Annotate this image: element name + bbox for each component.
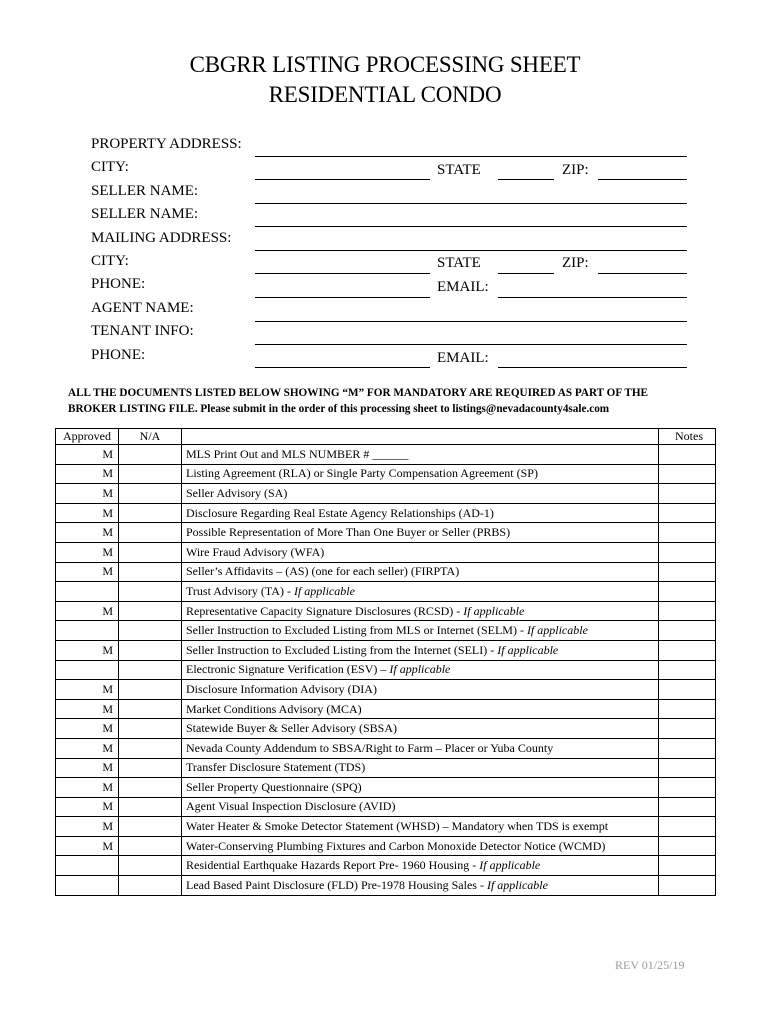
notes-cell[interactable] [659, 582, 716, 602]
table-row [56, 503, 716, 523]
approved-cell[interactable]: M [56, 503, 119, 523]
approved-cell[interactable]: M [56, 699, 119, 719]
notes-cell[interactable] [659, 817, 716, 837]
notes-cell[interactable] [659, 836, 716, 856]
zip-label: ZIP: [562, 162, 589, 178]
table-row [56, 778, 716, 798]
na-cell[interactable] [119, 680, 182, 700]
document-cell [182, 640, 659, 660]
table-row [56, 876, 716, 896]
email-2-line[interactable] [498, 367, 687, 368]
approved-cell[interactable]: M [56, 445, 119, 465]
na-cell[interactable] [119, 797, 182, 817]
notes-cell[interactable] [659, 699, 716, 719]
city-label: CITY: [91, 159, 129, 175]
document-name: Seller’s Affidavits – (AS) (one for each seller) (FIRPTA) [186, 564, 460, 579]
email-line[interactable] [498, 297, 687, 298]
notes-cell[interactable] [659, 640, 716, 660]
city-2-line[interactable] [255, 273, 430, 274]
document-cell [182, 856, 659, 876]
na-cell[interactable] [119, 523, 182, 543]
zip-2-line[interactable] [598, 273, 687, 274]
approved-cell[interactable] [56, 582, 119, 602]
table-row [56, 758, 716, 778]
notes-cell[interactable] [659, 660, 716, 680]
state-line[interactable] [498, 179, 554, 180]
document-name: Disclosure Information Advisory (DIA) [186, 681, 377, 696]
na-cell[interactable] [119, 503, 182, 523]
table-row [56, 601, 716, 621]
na-cell[interactable] [119, 738, 182, 758]
na-cell[interactable] [119, 464, 182, 484]
approved-cell[interactable] [56, 621, 119, 641]
notes-cell[interactable] [659, 621, 716, 641]
table-row [56, 582, 716, 602]
table-row [56, 719, 716, 739]
na-cell[interactable] [119, 699, 182, 719]
approved-cell[interactable] [56, 660, 119, 680]
seller-name-1-line[interactable] [255, 203, 687, 204]
applicability-note: If applicable [463, 603, 525, 618]
na-cell[interactable] [119, 876, 182, 896]
document-name: Trust Advisory (TA) - [186, 583, 294, 598]
na-cell[interactable] [119, 562, 182, 582]
approved-cell[interactable]: M [56, 778, 119, 798]
document-cell [182, 542, 659, 562]
phone-line[interactable] [255, 297, 430, 298]
na-cell[interactable] [119, 758, 182, 778]
na-cell[interactable] [119, 719, 182, 739]
notes-cell[interactable] [659, 464, 716, 484]
document-name: Lead Based Paint Disclosure (FLD) Pre-1978 Housing Sales - [186, 877, 487, 892]
document-cell [182, 817, 659, 837]
phone-2-line[interactable] [255, 367, 430, 368]
approved-cell[interactable]: M [56, 719, 119, 739]
document-cell [182, 484, 659, 504]
notes-cell[interactable] [659, 856, 716, 876]
table-row [56, 817, 716, 837]
approved-cell[interactable]: M [56, 758, 119, 778]
mailing-address-label: MAILING ADDRESS: [91, 230, 232, 246]
table-row [56, 797, 716, 817]
notes-cell[interactable] [659, 876, 716, 896]
document-name: Market Conditions Advisory (MCA) [186, 701, 362, 716]
notes-cell[interactable] [659, 445, 716, 465]
document-name: Possible Representation of More Than One Buyer or Seller (PRBS) [186, 525, 511, 540]
document-cell [182, 523, 659, 543]
notes-cell[interactable] [659, 680, 716, 700]
approved-cell[interactable]: M [56, 640, 119, 660]
approved-cell[interactable]: M [56, 817, 119, 837]
na-header: N/A [119, 429, 182, 445]
state-2-line[interactable] [498, 273, 554, 274]
na-cell[interactable] [119, 601, 182, 621]
na-cell[interactable] [119, 621, 182, 641]
document-cell [182, 738, 659, 758]
document-cell [182, 582, 659, 602]
applicability-note: If applicable [293, 583, 355, 598]
seller-name-1-label: SELLER NAME: [91, 183, 199, 199]
phone-label: PHONE: [91, 276, 146, 292]
document-cell [182, 836, 659, 856]
approved-cell[interactable] [56, 856, 119, 876]
table-row [56, 856, 716, 876]
document-cell [182, 660, 659, 680]
approved-cell[interactable]: M [56, 464, 119, 484]
documents-table [55, 428, 716, 896]
na-cell[interactable] [119, 640, 182, 660]
table-row [56, 660, 716, 680]
document-name: MLS Print Out and MLS NUMBER # ______ [186, 446, 409, 461]
na-cell[interactable] [119, 778, 182, 798]
document-name: Representative Capacity Signature Disclosures (RCSD) - [186, 603, 464, 618]
table-header-row [56, 429, 716, 445]
table-row [56, 640, 716, 660]
table-row [56, 445, 716, 465]
tenant-info-label: TENANT INFO: [91, 323, 194, 339]
applicability-note: If applicable [497, 642, 559, 657]
approved-cell[interactable]: M [56, 601, 119, 621]
document-name: Water-Conserving Plumbing Fixtures and Carbon Monoxide Detector Notice (WCMD) [186, 838, 606, 853]
notes-cell[interactable] [659, 562, 716, 582]
document-name: Agent Visual Inspection Disclosure (AVID) [186, 799, 396, 814]
table-row [56, 699, 716, 719]
approved-cell[interactable]: M [56, 738, 119, 758]
seller-name-2-line[interactable] [255, 226, 687, 227]
approved-cell[interactable]: M [56, 836, 119, 856]
document-cell [182, 758, 659, 778]
table-row [56, 621, 716, 641]
tenant-info-line[interactable] [255, 344, 687, 345]
approved-cell[interactable] [56, 876, 119, 896]
table-row [56, 484, 716, 504]
notes-cell[interactable] [659, 778, 716, 798]
na-cell[interactable] [119, 836, 182, 856]
document-cell [182, 797, 659, 817]
applicability-note: If applicable [486, 877, 548, 892]
document-name: Seller Instruction to Excluded Listing from the Internet (SELI) - [186, 642, 498, 657]
na-cell[interactable] [119, 484, 182, 504]
na-cell[interactable] [119, 542, 182, 562]
table-row [56, 562, 716, 582]
notes-header: Notes [659, 429, 716, 445]
notes-cell[interactable] [659, 542, 716, 562]
na-cell[interactable] [119, 817, 182, 837]
approved-cell[interactable]: M [56, 562, 119, 582]
document-cell [182, 503, 659, 523]
notes-cell[interactable] [659, 758, 716, 778]
city-2-label: CITY: [91, 253, 129, 269]
document-cell [182, 680, 659, 700]
na-cell[interactable] [119, 445, 182, 465]
table-row [56, 836, 716, 856]
document-cell [182, 601, 659, 621]
document-name: Seller Instruction to Excluded Listing from MLS or Internet (SELM) - [186, 623, 527, 638]
document-cell [182, 464, 659, 484]
agent-name-line[interactable] [255, 321, 687, 322]
document-name: Seller Advisory (SA) [186, 485, 288, 500]
email-label: EMAIL: [437, 279, 489, 295]
document-name: Statewide Buyer & Seller Advisory (SBSA) [186, 721, 397, 736]
approved-cell[interactable]: M [56, 680, 119, 700]
notice-line-2: BROKER LISTING FILE. Please submit in the order of this processing sheet to listings@nevadacounty4sale.com [68, 403, 610, 415]
property-address-line[interactable] [255, 156, 687, 157]
approved-cell[interactable]: M [56, 797, 119, 817]
na-cell[interactable] [119, 582, 182, 602]
state-2-label: STATE [437, 255, 481, 271]
seller-name-2-label: SELLER NAME: [91, 206, 199, 222]
document-name: Nevada County Addendum to SBSA/Right to Farm – Placer or Yuba County [186, 740, 554, 755]
applicability-note: If applicable [526, 623, 588, 638]
table-row [56, 523, 716, 543]
document-cell [182, 562, 659, 582]
table-row [56, 464, 716, 484]
document-cell [182, 719, 659, 739]
email-2-label: EMAIL: [437, 350, 489, 366]
document-name: Disclosure Regarding Real Estate Agency Relationships (AD-1) [186, 505, 494, 520]
document-cell [182, 699, 659, 719]
document-cell [182, 876, 659, 896]
notes-cell[interactable] [659, 523, 716, 543]
document-name: Transfer Disclosure Statement (TDS) [186, 760, 366, 775]
document-name: Wire Fraud Advisory (WFA) [186, 544, 325, 559]
notes-cell[interactable] [659, 503, 716, 523]
na-cell[interactable] [119, 856, 182, 876]
document-cell [182, 445, 659, 465]
applicability-note: If applicable [479, 858, 541, 873]
notes-cell[interactable] [659, 719, 716, 739]
mailing-address-line[interactable] [255, 250, 687, 251]
page-title: CBGRR LISTING PROCESSING SHEET [189, 52, 581, 77]
state-label: STATE [437, 162, 481, 178]
notes-cell[interactable] [659, 738, 716, 758]
property-address-label: PROPERTY ADDRESS: [91, 136, 242, 152]
document-name: Listing Agreement (RLA) or Single Party Compensation Agreement (SP) [186, 466, 538, 481]
zip-line[interactable] [598, 179, 687, 180]
page-subtitle: RESIDENTIAL CONDO [268, 82, 502, 107]
notes-cell[interactable] [659, 484, 716, 504]
document-header [182, 429, 659, 445]
revision-label: REV 01/25/19 [615, 958, 685, 972]
document-cell [182, 621, 659, 641]
document-name: Seller Property Questionnaire (SPQ) [186, 779, 362, 794]
document-name: Water Heater & Smoke Detector Statement (WHSD) – Mandatory when TDS is exempt [186, 819, 609, 834]
notice-line-1: ALL THE DOCUMENTS LISTED BELOW SHOWING “M” FOR MANDATORY ARE REQUIRED AS PART OF THE [68, 387, 649, 399]
approved-header: Approved [56, 429, 119, 445]
approved-cell[interactable]: M [56, 542, 119, 562]
na-cell[interactable] [119, 660, 182, 680]
notes-cell[interactable] [659, 601, 716, 621]
approved-cell[interactable]: M [56, 523, 119, 543]
document-cell [182, 778, 659, 798]
notes-cell[interactable] [659, 797, 716, 817]
applicability-note: If applicable [389, 662, 451, 677]
document-name: Electronic Signature Verification (ESV) – [186, 662, 390, 677]
table-row [56, 680, 716, 700]
table-row [56, 738, 716, 758]
agent-name-label: AGENT NAME: [91, 300, 194, 316]
approved-cell[interactable]: M [56, 484, 119, 504]
phone-2-label: PHONE: [91, 347, 146, 363]
zip-2-label: ZIP: [562, 255, 589, 271]
table-row [56, 542, 716, 562]
city-line[interactable] [255, 179, 430, 180]
document-name: Residential Earthquake Hazards Report Pre- 1960 Housing - [186, 858, 480, 873]
